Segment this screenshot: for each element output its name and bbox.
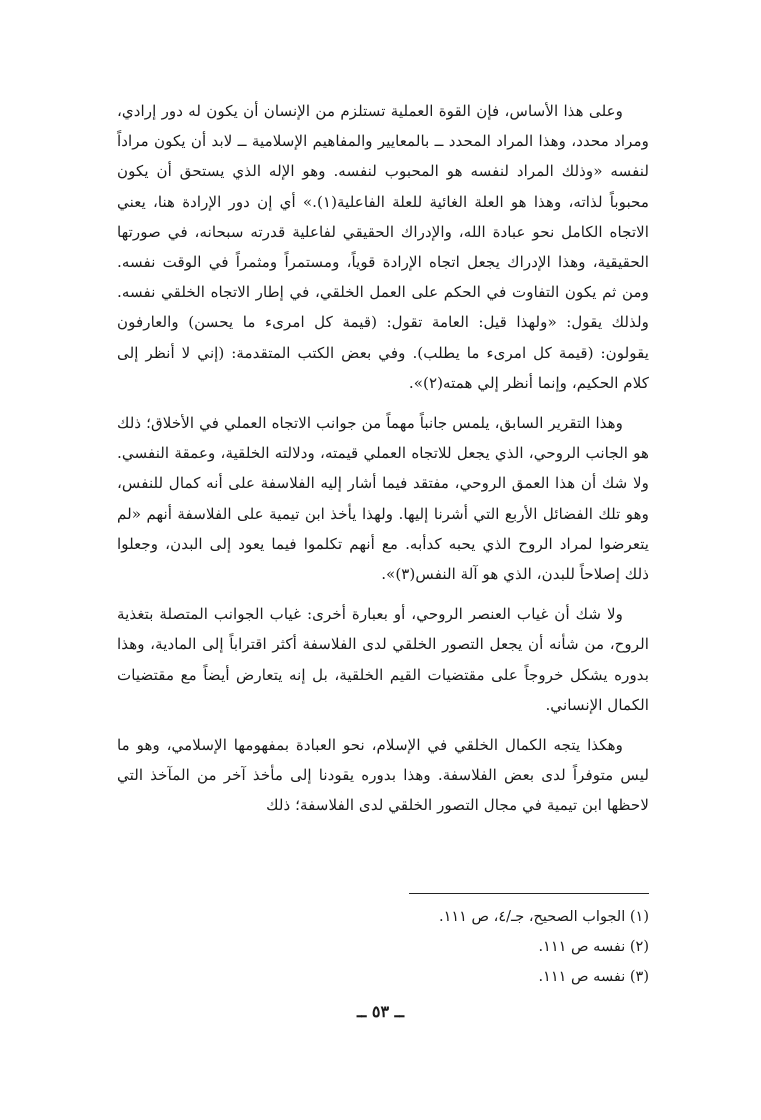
- footnotes: [117, 902, 649, 992]
- footnote-2: (٢) نفسه ص ١١١.: [538, 939, 649, 955]
- footnote-divider: [409, 893, 649, 894]
- paragraph-2: وهذا التقرير السابق، يلمس جانباً مهماً من جوانب الاتجاه العملي في الأخلاق؛ ذلك هو الجانب الروحي، الذي يجعل للاتجاه العملي قيمته، ودلالته الخلقية، وعمقة النفسي. ولا شك أن هذا العمق الروحي، مفتقد فيما أشار إليه الفلاسفة على أنه كمال للنفس، وهو تلك الفضائل الأربع التي أشرنا إليها. ولهذا يأخذ ابن تيمية على الفلاسفة أنهم «لم يتعرضوا لمراد الروح الذي يحبه كدأبه. مع أنهم تكلموا فيما يعود إلى البدن، وجعلوا ذلك إصلاحاً للبدن، الذي هو آلة النفس(٣)».: [117, 414, 649, 584]
- paragraph-1: وعلى هذا الأساس، فإن القوة العملية تستلزم من الإنسان أن يكون له دور إرادي، ومراد محدد، وهذا المراد المحدد ــ بالمعايير والمفاهيم الإسلامية ــ لابد أن يكون مراداً لنفسه «وذلك المراد لنفسه هو المحبوب لنفسه. وهو الإله الذي يستحق أن يكون محبوباً لذاته، وهذا هو العلة الغائية للعلة الفاعلية(١).» أي إن دور الإرادة هنا، يعني الاتجاه الكامل نحو عبادة الله، والإدراك الحقيقي لفاعلية قدرته سبحانه، في صورتها الحقيقية، وهذا الإدراك يجعل اتجاه الإرادة قوياً، ومستمراً ومثمراً في الوقت نفسه. ومن ثم يكون التفاوت في الحكم على العمل الخلقي، في إطار الاتجاه الخلقي نفسه. ولذلك يقول: «ولهذا قيل: العامة تقول: (قيمة كل امرىء ما يحسن) والعارفون يقولون: (قيمة كل امرىء ما يطلب). وفي بعض الكتب المتقدمة: (إني لا أنظر إلى كلام الحكيم، وإنما أنظر إلي همته(٢)».: [117, 102, 649, 392]
- footnote-3: (٣) نفسه ص ١١١.: [538, 969, 649, 985]
- paragraph-3: ولا شك أن غياب العنصر الروحي، أو بعبارة أخرى: غياب الجوانب المتصلة بتغذية الروح، من شأنه أن يجعل التصور الخلقي لدى الفلاسفة أكثر اقتراباً إلى المادية، وهذا بدوره يشكل خروجاً على مقتضيات القيم الخلقية، بل إنه يتعارض أيضاً مع مقتضيات الكمال الإنساني.: [117, 605, 649, 714]
- footnote-1: (١) الجواب الصحيح، جـ/٤، ص ١١١.: [438, 909, 649, 925]
- paragraph-4: وهكذا يتجه الكمال الخلقي في الإسلام، نحو العبادة بمفهومها الإسلامي، وهو ما ليس متوفراً لدى بعض الفلاسفة. وهذا بدوره يقودنا إلى مأخذ آخر من المآخذ التي لاحظها ابن تيمية في مجال التصور الخلقي لدى الفلاسفة؛ ذلك: [117, 736, 649, 815]
- body-text: [117, 96, 649, 831]
- page-number: ــ ٥٣ ــ: [356, 1002, 405, 1021]
